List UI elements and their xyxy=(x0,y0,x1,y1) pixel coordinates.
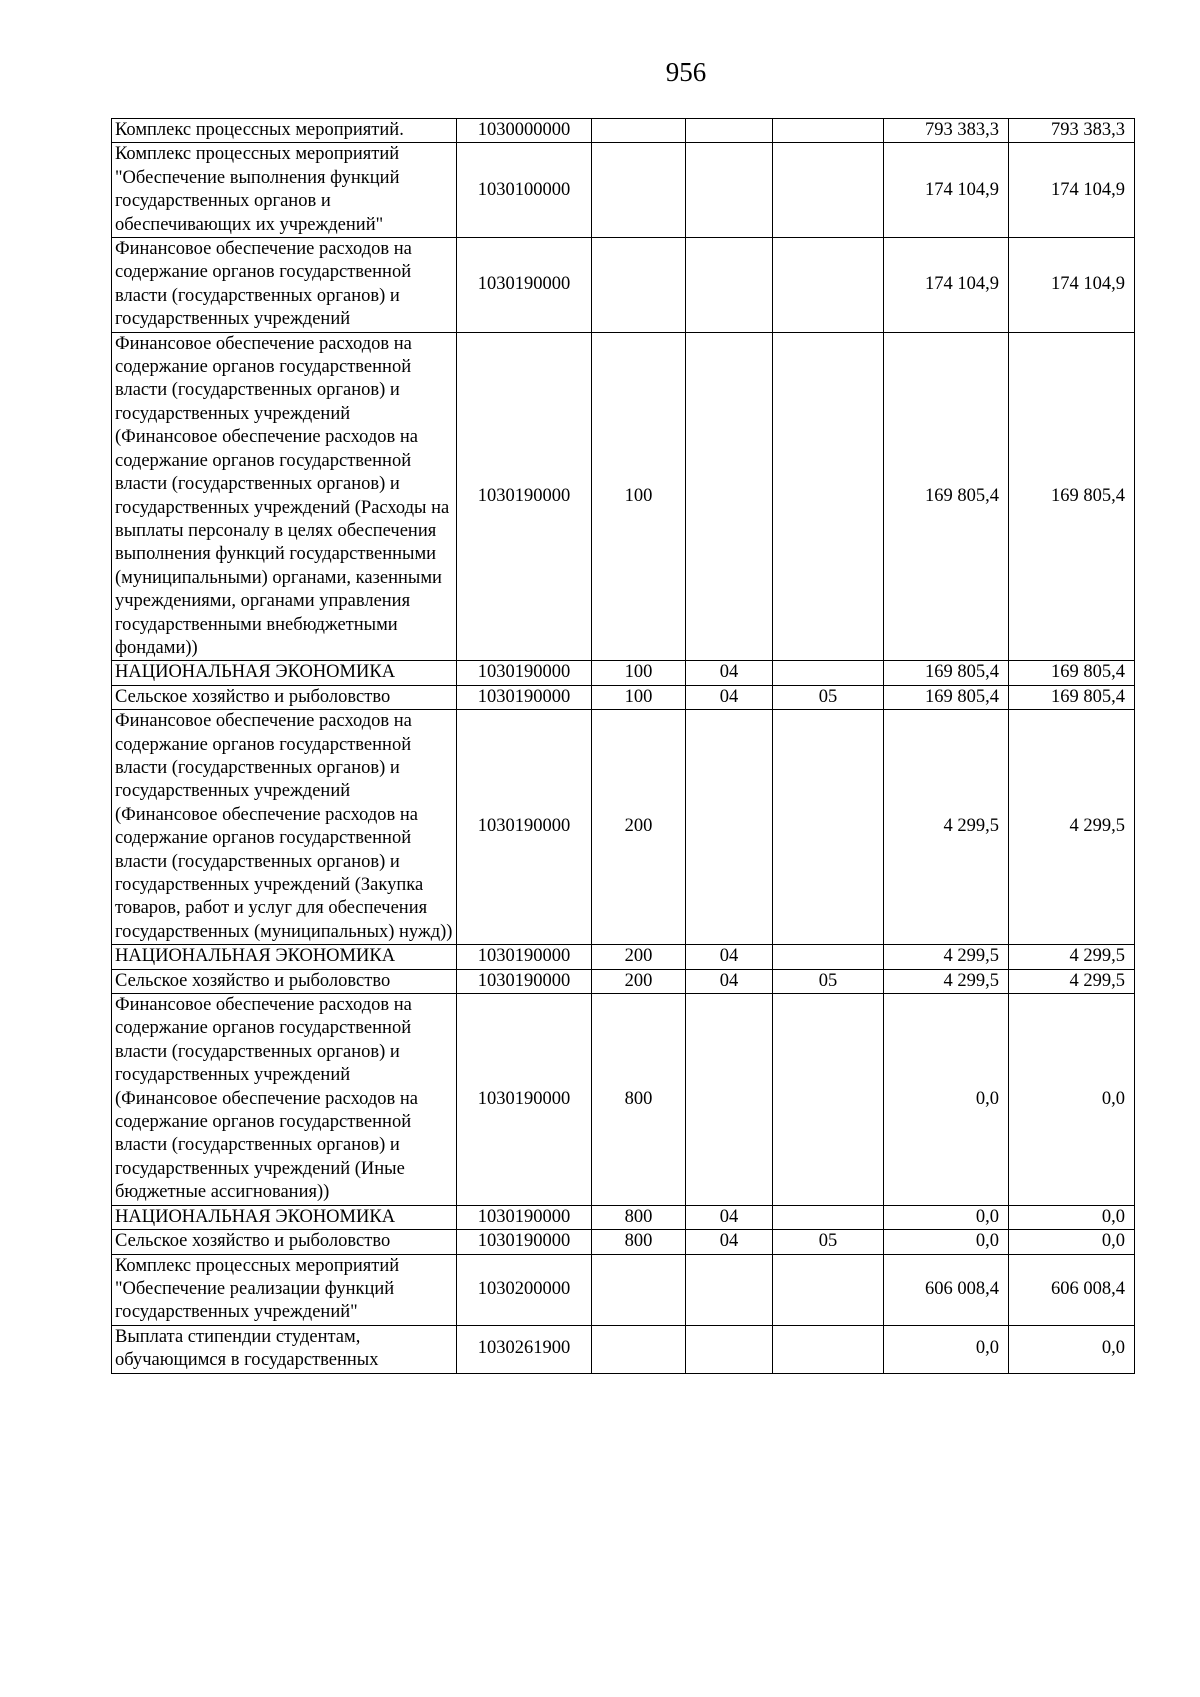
subsection-cell xyxy=(773,119,884,143)
amount-1-cell: 174 104,9 xyxy=(884,238,1009,333)
row-name-cell: Комплекс процессных мероприятий "Обеспечение реализации функций государственных учреждений" xyxy=(112,1254,457,1325)
amount-2-cell: 4 299,5 xyxy=(1009,710,1135,945)
amount-2-cell: 793 383,3 xyxy=(1009,119,1135,143)
expense-type-cell xyxy=(592,1325,686,1373)
expense-type-cell: 100 xyxy=(592,661,686,685)
amount-1-cell: 0,0 xyxy=(884,1230,1009,1254)
expense-type-cell: 200 xyxy=(592,710,686,945)
amount-2-cell: 174 104,9 xyxy=(1009,143,1135,238)
amount-1-cell: 4 299,5 xyxy=(884,710,1009,945)
row-name-cell: НАЦИОНАЛЬНАЯ ЭКОНОМИКА xyxy=(112,945,457,969)
amount-2-cell: 174 104,9 xyxy=(1009,238,1135,333)
expense-type-cell: 800 xyxy=(592,1205,686,1229)
section-cell xyxy=(686,119,773,143)
subsection-cell xyxy=(773,143,884,238)
expense-type-cell xyxy=(592,119,686,143)
expense-type-cell: 800 xyxy=(592,994,686,1206)
amount-2-cell: 606 008,4 xyxy=(1009,1254,1135,1325)
section-cell xyxy=(686,994,773,1206)
section-cell xyxy=(686,332,773,661)
target-code-cell: 1030190000 xyxy=(457,710,592,945)
target-code-cell: 1030190000 xyxy=(457,238,592,333)
amount-1-cell: 169 805,4 xyxy=(884,332,1009,661)
amount-1-cell: 4 299,5 xyxy=(884,969,1009,993)
table-row xyxy=(112,969,1135,993)
table-row xyxy=(112,945,1135,969)
row-name-cell: Финансовое обеспечение расходов на содержание органов государственной власти (государственных органов) и государственных учреждений (Финансовое обеспечение расходов на содержание органов государственной власти (государственных органов) и государственных учреждений (Иные бюджетные ассигнования)) xyxy=(112,994,457,1206)
row-name-cell: Сельское хозяйство и рыболовство xyxy=(112,1230,457,1254)
expense-type-cell: 200 xyxy=(592,969,686,993)
target-code-cell: 1030190000 xyxy=(457,969,592,993)
subsection-cell xyxy=(773,1325,884,1373)
row-name-cell: Выплата стипендии студентам, обучающимся в государственных xyxy=(112,1325,457,1373)
section-cell: 04 xyxy=(686,1230,773,1254)
amount-2-cell: 0,0 xyxy=(1009,1325,1135,1373)
target-code-cell: 1030100000 xyxy=(457,143,592,238)
target-code-cell: 1030261900 xyxy=(457,1325,592,1373)
table-row xyxy=(112,1254,1135,1325)
table-row xyxy=(112,661,1135,685)
target-code-cell: 1030190000 xyxy=(457,1230,592,1254)
table-row xyxy=(112,994,1135,1206)
amount-1-cell: 169 805,4 xyxy=(884,685,1009,709)
table-row xyxy=(112,143,1135,238)
amount-2-cell: 4 299,5 xyxy=(1009,969,1135,993)
subsection-cell xyxy=(773,945,884,969)
section-cell: 04 xyxy=(686,1205,773,1229)
expense-type-cell xyxy=(592,143,686,238)
amount-2-cell: 169 805,4 xyxy=(1009,332,1135,661)
subsection-cell xyxy=(773,332,884,661)
subsection-cell xyxy=(773,661,884,685)
section-cell xyxy=(686,1254,773,1325)
expense-type-cell: 100 xyxy=(592,332,686,661)
row-name-cell: Финансовое обеспечение расходов на содержание органов государственной власти (государственных органов) и государственных учреждений (Финансовое обеспечение расходов на содержание органов государственной власти (государственных органов) и государственных учреждений (Расходы на выплаты персоналу в целях обеспечения выполнения функций государственными (муниципальными) органами, казенными учреждениями, органами управления государственными внебюджетными фондами)) xyxy=(112,332,457,661)
budget-table xyxy=(111,118,1135,1374)
table-row xyxy=(112,1325,1135,1373)
section-cell xyxy=(686,710,773,945)
target-code-cell: 1030000000 xyxy=(457,119,592,143)
amount-1-cell: 0,0 xyxy=(884,994,1009,1206)
amount-2-cell: 0,0 xyxy=(1009,994,1135,1206)
amount-1-cell: 0,0 xyxy=(884,1205,1009,1229)
table-row xyxy=(112,1230,1135,1254)
expense-type-cell xyxy=(592,238,686,333)
expense-type-cell: 200 xyxy=(592,945,686,969)
target-code-cell: 1030190000 xyxy=(457,332,592,661)
amount-1-cell: 169 805,4 xyxy=(884,661,1009,685)
section-cell xyxy=(686,1325,773,1373)
amount-2-cell: 169 805,4 xyxy=(1009,685,1135,709)
amount-1-cell: 606 008,4 xyxy=(884,1254,1009,1325)
amount-2-cell: 0,0 xyxy=(1009,1205,1135,1229)
row-name-cell: Комплекс процессных мероприятий "Обеспечение выполнения функций государственных органов и обеспечивающих их учреждений" xyxy=(112,143,457,238)
section-cell xyxy=(686,143,773,238)
row-name-cell: Сельское хозяйство и рыболовство xyxy=(112,969,457,993)
target-code-cell: 1030190000 xyxy=(457,945,592,969)
amount-2-cell: 0,0 xyxy=(1009,1230,1135,1254)
amount-1-cell: 4 299,5 xyxy=(884,945,1009,969)
table-row xyxy=(112,1205,1135,1229)
expense-type-cell xyxy=(592,1254,686,1325)
section-cell: 04 xyxy=(686,661,773,685)
table-row xyxy=(112,685,1135,709)
subsection-cell xyxy=(773,994,884,1206)
table-row xyxy=(112,710,1135,945)
expense-type-cell: 800 xyxy=(592,1230,686,1254)
section-cell: 04 xyxy=(686,685,773,709)
amount-2-cell: 169 805,4 xyxy=(1009,661,1135,685)
subsection-cell: 05 xyxy=(773,1230,884,1254)
target-code-cell: 1030200000 xyxy=(457,1254,592,1325)
budget-table-body xyxy=(112,119,1135,1374)
page-number: 956 xyxy=(665,57,707,87)
subsection-cell xyxy=(773,1205,884,1229)
target-code-cell: 1030190000 xyxy=(457,661,592,685)
section-cell: 04 xyxy=(686,945,773,969)
table-row xyxy=(112,332,1135,661)
section-cell: 04 xyxy=(686,969,773,993)
amount-1-cell: 793 383,3 xyxy=(884,119,1009,143)
expense-type-cell: 100 xyxy=(592,685,686,709)
section-cell xyxy=(686,238,773,333)
row-name-cell: Сельское хозяйство и рыболовство xyxy=(112,685,457,709)
row-name-cell: НАЦИОНАЛЬНАЯ ЭКОНОМИКА xyxy=(112,661,457,685)
amount-1-cell: 0,0 xyxy=(884,1325,1009,1373)
row-name-cell: Финансовое обеспечение расходов на содержание органов государственной власти (государственных органов) и государственных учреждений (Финансовое обеспечение расходов на содержание органов государственной власти (государственных органов) и государственных учреждений (Закупка товаров, работ и услуг для обеспечения государственных (муниципальных) нужд)) xyxy=(112,710,457,945)
table-row xyxy=(112,238,1135,333)
subsection-cell: 05 xyxy=(773,969,884,993)
amount-2-cell: 4 299,5 xyxy=(1009,945,1135,969)
target-code-cell: 1030190000 xyxy=(457,994,592,1206)
target-code-cell: 1030190000 xyxy=(457,685,592,709)
subsection-cell xyxy=(773,710,884,945)
row-name-cell: НАЦИОНАЛЬНАЯ ЭКОНОМИКА xyxy=(112,1205,457,1229)
row-name-cell: Финансовое обеспечение расходов на содержание органов государственной власти (государственных органов) и государственных учреждений xyxy=(112,238,457,333)
subsection-cell xyxy=(773,238,884,333)
subsection-cell: 05 xyxy=(773,685,884,709)
target-code-cell: 1030190000 xyxy=(457,1205,592,1229)
subsection-cell xyxy=(773,1254,884,1325)
amount-1-cell: 174 104,9 xyxy=(884,143,1009,238)
table-row xyxy=(112,119,1135,143)
row-name-cell: Комплекс процессных мероприятий. xyxy=(112,119,457,143)
